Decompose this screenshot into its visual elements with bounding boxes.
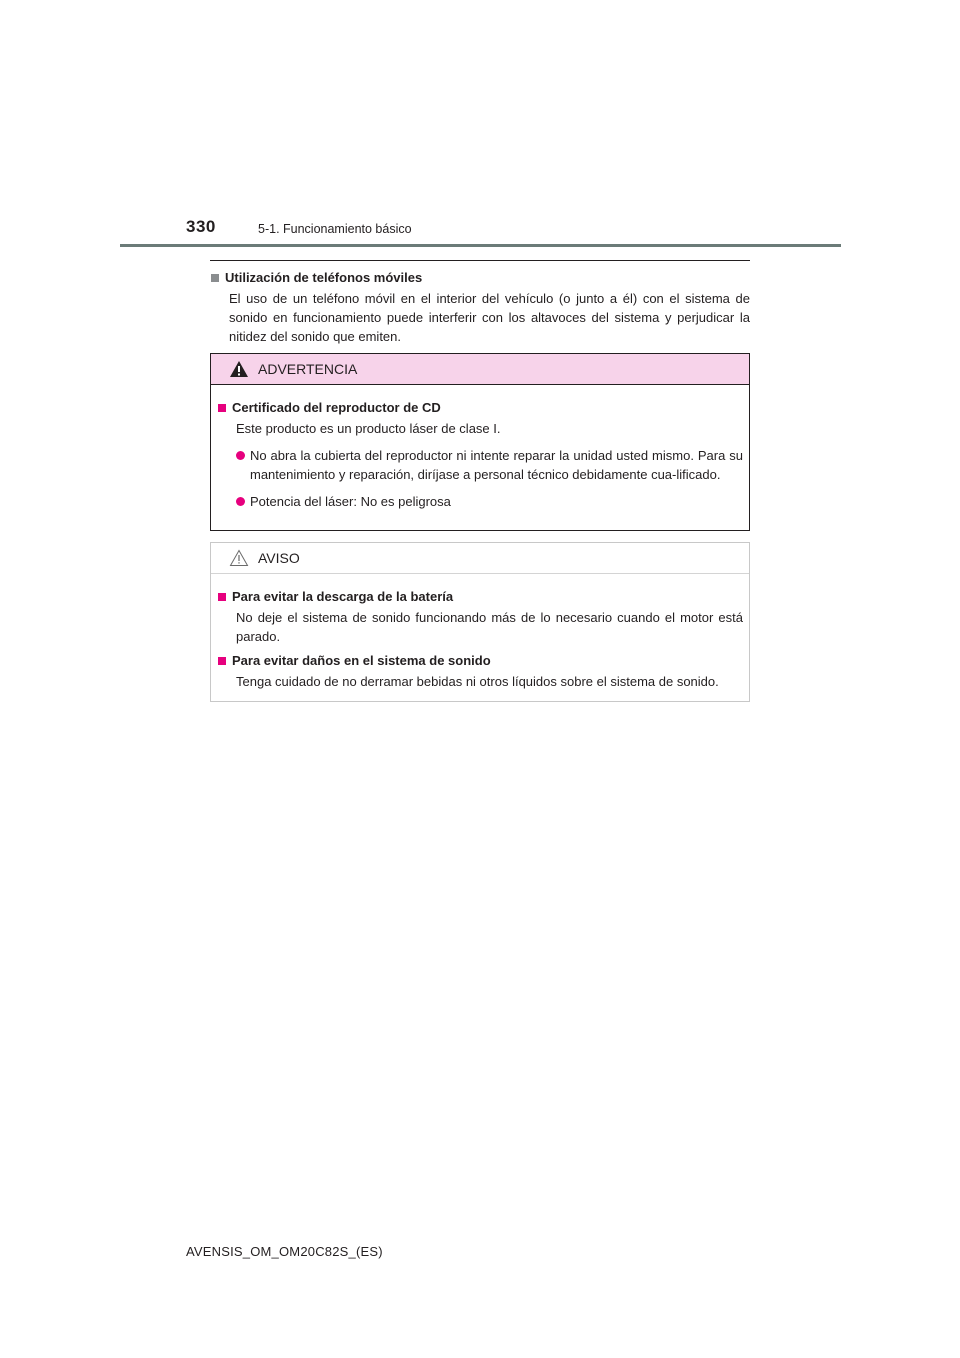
notice-box (210, 542, 750, 702)
notice-paragraph: Tenga cuidado de no derramar bebidas ni otros líquidos sobre el sistema de sonido. (236, 674, 719, 689)
circle-bullet-icon (236, 451, 245, 460)
notice-heading-text: Para evitar la descarga de la batería (232, 589, 454, 604)
caution-triangle-icon (229, 549, 249, 567)
square-bullet-icon (218, 593, 226, 601)
warning-heading (217, 400, 743, 415)
header-rule (120, 244, 841, 247)
warning-header (211, 354, 749, 385)
footer-code: AVENSIS_OM_OM20C82S_(ES) (186, 1244, 383, 1259)
notice-header (211, 543, 749, 574)
page-number: 330 (186, 217, 216, 236)
section-paragraph: El uso de un teléfono móvil en el interior del vehículo (o junto a él) con el sistema de sonido en funcionamiento puede interferir con los altavoces del sistema y perjudicar la nitidez del sonido que emiten. (229, 291, 750, 344)
warning-bullet-text: No abra la cubierta del reproductor ni intente reparar la unidad usted mismo. Para su mantenimiento y reparación, diríjase a personal técnico debidamente cua-lificado. (250, 448, 743, 482)
notice-title: AVISO (258, 550, 300, 566)
square-bullet-icon (218, 404, 226, 412)
notice-body (211, 574, 749, 691)
warning-body (211, 385, 749, 511)
chapter-title: 5-1. Funcionamiento básico (258, 222, 412, 236)
warning-box (210, 353, 750, 531)
notice-paragraph: No deje el sistema de sonido funcionando más de lo necesario cuando el motor está parado. (236, 610, 743, 644)
notice-heading (217, 653, 743, 668)
section-heading (210, 270, 750, 285)
square-bullet-icon (218, 657, 226, 665)
warning-bullet (236, 446, 743, 484)
warning-paragraph: Este producto es un producto láser de clase I. (236, 421, 501, 436)
square-bullet-icon (211, 274, 219, 282)
warning-bullet-text: Potencia del láser: No es peligrosa (250, 494, 451, 509)
warning-triangle-icon (229, 360, 249, 378)
warning-heading-text: Certificado del reproductor de CD (232, 400, 441, 415)
notice-heading-text: Para evitar daños en el sistema de sonido (232, 653, 491, 668)
warning-bullet (236, 492, 743, 511)
mobile-phones-section (210, 260, 750, 346)
circle-bullet-icon (236, 497, 245, 506)
notice-heading (217, 589, 743, 604)
section-heading-text: Utilización de teléfonos móviles (225, 270, 423, 285)
warning-title: ADVERTENCIA (258, 361, 358, 377)
